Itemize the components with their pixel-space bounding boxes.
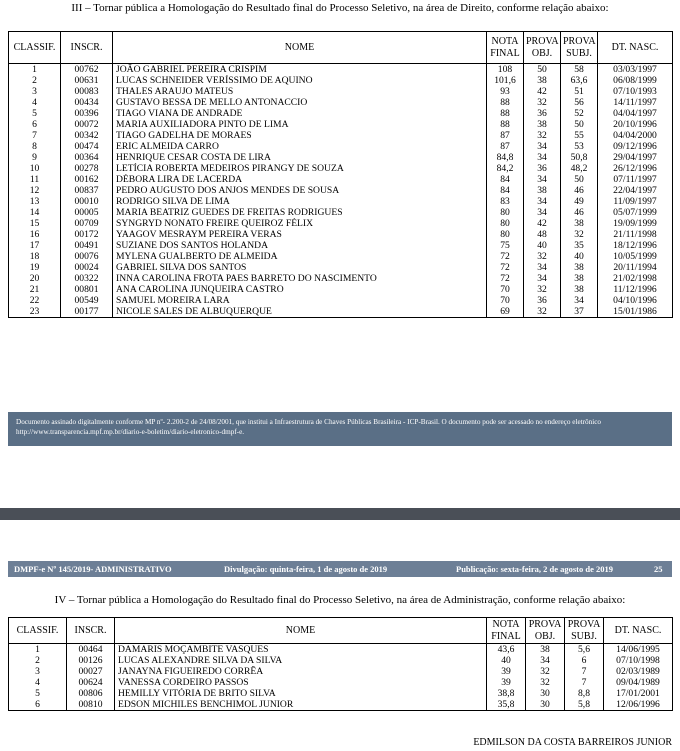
- cell-nota-final: 84,8: [487, 152, 524, 163]
- cell-inscr: 00126: [67, 655, 115, 666]
- cell-classif: 9: [9, 152, 61, 163]
- results-table-direito: [8, 31, 673, 318]
- table-row: [9, 196, 673, 207]
- cell-dt-nasc: 07/11/1997: [598, 174, 673, 185]
- cell-classif: 4: [9, 677, 67, 688]
- cell-prova-subj: 46: [561, 207, 598, 218]
- cell-classif: 11: [9, 174, 61, 185]
- table-row: [9, 295, 673, 306]
- table-row: [9, 174, 673, 185]
- cell-prova-subj: 48,2: [561, 163, 598, 174]
- cell-nome: EDSON MICHILES BENCHIMOL JUNIOR: [115, 699, 487, 711]
- cell-nome: GABRIEL SILVA DOS SANTOS: [113, 262, 487, 273]
- cell-nota-final: 70: [487, 295, 524, 306]
- cell-prova-obj: 38: [524, 185, 561, 196]
- header-nota-final: NOTA FINAL: [487, 618, 526, 644]
- cell-nota-final: 38,8: [487, 688, 526, 699]
- cell-prova-subj: 56: [561, 97, 598, 108]
- section-title-admin: IV – Tornar pública a Homologação do Resultado final do Processo Seletivo, na área de Administração, conforme relação abaixo:: [54, 594, 626, 606]
- table-row: [9, 666, 673, 677]
- cell-nome: LUCAS ALEXANDRE SILVA DA SILVA: [115, 655, 487, 666]
- table-row: [9, 75, 673, 86]
- table-row: [9, 262, 673, 273]
- table-row: [9, 163, 673, 174]
- cell-prova-obj: 32: [526, 677, 565, 688]
- cell-prova-subj: 50,8: [561, 152, 598, 163]
- cell-prova-obj: 36: [524, 163, 561, 174]
- cell-nome: INNA CAROLINA FROTA PAES BARRETO DO NASCIMENTO: [113, 273, 487, 284]
- cell-nome: MARIA AUXILIADORA PINTO DE LIMA: [113, 119, 487, 130]
- cell-prova-subj: 38: [561, 273, 598, 284]
- cell-prova-obj: 48: [524, 229, 561, 240]
- table-row: [9, 207, 673, 218]
- signatory-name: EDMILSON DA COSTA BARREIROS JUNIOR: [473, 737, 672, 748]
- cell-prova-obj: 34: [524, 141, 561, 152]
- cell-inscr: 00810: [67, 699, 115, 711]
- cell-nota-final: 88: [487, 97, 524, 108]
- cell-nome: GUSTAVO BESSA DE MELLO ANTONACCIO: [113, 97, 487, 108]
- cell-classif: 16: [9, 229, 61, 240]
- cell-prova-subj: 50: [561, 119, 598, 130]
- cell-nome: HEMILLY VITÓRIA DE BRITO SILVA: [115, 688, 487, 699]
- table-row: [9, 152, 673, 163]
- cell-nota-final: 84: [487, 174, 524, 185]
- cell-prova-obj: 42: [524, 86, 561, 97]
- cell-nota-final: 87: [487, 130, 524, 141]
- cell-prova-obj: 34: [524, 152, 561, 163]
- cell-dt-nasc: 09/04/1989: [604, 677, 673, 688]
- cell-nome: RODRIGO SILVA DE LIMA: [113, 196, 487, 207]
- cell-inscr: 00072: [61, 119, 113, 130]
- cell-prova-obj: 30: [526, 688, 565, 699]
- cell-inscr: 00076: [61, 251, 113, 262]
- cell-inscr: 00162: [61, 174, 113, 185]
- cell-dt-nasc: 02/03/1989: [604, 666, 673, 677]
- cell-prova-obj: 34: [524, 174, 561, 185]
- cell-nome: NICOLE SALES DE ALBUQUERQUE: [113, 306, 487, 318]
- cell-dt-nasc: 09/12/1996: [598, 141, 673, 152]
- cell-prova-subj: 55: [561, 130, 598, 141]
- cell-dt-nasc: 21/02/1998: [598, 273, 673, 284]
- header-nome: NOME: [115, 618, 487, 644]
- cell-prova-obj: 34: [524, 262, 561, 273]
- cell-nota-final: 40: [487, 655, 526, 666]
- cell-nota-final: 83: [487, 196, 524, 207]
- cell-nota-final: 72: [487, 251, 524, 262]
- publicacao-label: Publicação: sexta-feira, 2 de agosto de 2019: [456, 564, 613, 574]
- cell-classif: 5: [9, 688, 67, 699]
- cell-classif: 17: [9, 240, 61, 251]
- cell-classif: 23: [9, 306, 61, 318]
- cell-inscr: 00005: [61, 207, 113, 218]
- cell-dt-nasc: 29/04/1997: [598, 152, 673, 163]
- cell-prova-subj: 32: [561, 229, 598, 240]
- cell-dt-nasc: 11/09/1997: [598, 196, 673, 207]
- header-classif: CLASSIF.: [9, 618, 67, 644]
- cell-inscr: 00464: [67, 644, 115, 656]
- table-row: [9, 240, 673, 251]
- cell-prova-obj: 38: [524, 119, 561, 130]
- cell-dt-nasc: 12/06/1996: [604, 699, 673, 711]
- results-table-admin: [8, 617, 673, 711]
- cell-nome: SYNGRYD NONATO FREIRE QUEIROZ FÉLIX: [113, 218, 487, 229]
- cell-nome: LETÍCIA ROBERTA MEDEIROS PIRANGY DE SOUZA: [113, 163, 487, 174]
- cell-nome: HENRIQUE CESAR COSTA DE LIRA: [113, 152, 487, 163]
- table-row: [9, 699, 673, 711]
- header-prova-subj: PROVA SUBJ.: [561, 32, 598, 64]
- cell-prova-obj: 34: [524, 196, 561, 207]
- cell-classif: 5: [9, 108, 61, 119]
- cell-inscr: 00806: [67, 688, 115, 699]
- cell-classif: 12: [9, 185, 61, 196]
- header-inscr: INSCR.: [61, 32, 113, 64]
- section-title-direito: III – Tornar pública a Homologação do Resultado final do Processo Seletivo, na área de Direito, conforme relação abaixo:: [71, 2, 609, 14]
- cell-prova-obj: 38: [526, 644, 565, 656]
- cell-classif: 6: [9, 699, 67, 711]
- table-row: [9, 108, 673, 119]
- header-nota-final: NOTA FINAL: [487, 32, 524, 64]
- cell-inscr: 00474: [61, 141, 113, 152]
- divulgacao-label: Divulgação: quinta-feira, 1 de agosto de 2019: [224, 564, 388, 574]
- cell-nome: THALES ARAUJO MATEUS: [113, 86, 487, 97]
- cell-prova-subj: 8,8: [565, 688, 604, 699]
- header-dt-nasc: DT. NASC.: [598, 32, 673, 64]
- cell-dt-nasc: 15/01/1986: [598, 306, 673, 318]
- digital-signature-banner: [8, 412, 672, 446]
- cell-nota-final: 72: [487, 262, 524, 273]
- table-row: [9, 97, 673, 108]
- cell-nota-final: 88: [487, 108, 524, 119]
- table-row: [9, 130, 673, 141]
- cell-nome: PEDRO AUGUSTO DOS ANJOS MENDES DE SOUSA: [113, 185, 487, 196]
- cell-classif: 18: [9, 251, 61, 262]
- cell-dt-nasc: 17/01/2001: [604, 688, 673, 699]
- cell-nota-final: 35,8: [487, 699, 526, 711]
- table-row: [9, 688, 673, 699]
- cell-nome: VANESSA CORDEIRO PASSOS: [115, 677, 487, 688]
- cell-nota-final: 80: [487, 229, 524, 240]
- cell-prova-subj: 6: [565, 655, 604, 666]
- cell-nota-final: 101,6: [487, 75, 524, 86]
- cell-prova-subj: 50: [561, 174, 598, 185]
- cell-inscr: 00342: [61, 130, 113, 141]
- cell-nota-final: 80: [487, 218, 524, 229]
- banner-text: Documento assinado digitalmente conforme MP nº- 2.200-2 de 24/08/2001, que institui a Infraestrutura de Chaves Públicas Brasileira - ICP-Brasil. O documento pode ser acessado no endereço eletrônico http://www.transparencia.mpf.mp.br/diario-e-boletim/diario-eletronico-dmpf-e.: [16, 418, 601, 436]
- cell-dt-nasc: 11/12/1996: [598, 284, 673, 295]
- cell-nota-final: 88: [487, 119, 524, 130]
- cell-prova-obj: 40: [524, 240, 561, 251]
- cell-prova-obj: 42: [524, 218, 561, 229]
- edition-label: DMPF-e Nº 145/2019- ADMINISTRATIVO: [14, 564, 172, 574]
- cell-inscr: 00709: [61, 218, 113, 229]
- cell-classif: 10: [9, 163, 61, 174]
- cell-classif: 8: [9, 141, 61, 152]
- cell-classif: 14: [9, 207, 61, 218]
- cell-dt-nasc: 18/12/1996: [598, 240, 673, 251]
- cell-prova-subj: 40: [561, 251, 598, 262]
- cell-prova-subj: 53: [561, 141, 598, 152]
- table-row: [9, 306, 673, 318]
- cell-nome: SUZIANE DOS SANTOS HOLANDA: [113, 240, 487, 251]
- cell-nome: ERIC ALMEIDA CARRO: [113, 141, 487, 152]
- cell-classif: 15: [9, 218, 61, 229]
- table-row: [9, 141, 673, 152]
- cell-prova-obj: 34: [524, 273, 561, 284]
- cell-nota-final: 70: [487, 284, 524, 295]
- cell-nota-final: 93: [487, 86, 524, 97]
- cell-nome: DAMARIS MOÇAMBITE VASQUES: [115, 644, 487, 656]
- cell-prova-obj: 34: [524, 207, 561, 218]
- cell-inscr: 00172: [61, 229, 113, 240]
- cell-inscr: 00801: [61, 284, 113, 295]
- cell-prova-subj: 38: [561, 218, 598, 229]
- cell-prova-subj: 5,6: [565, 644, 604, 656]
- cell-nome: TIAGO VIANA DE ANDRADE: [113, 108, 487, 119]
- cell-nota-final: 43,6: [487, 644, 526, 656]
- cell-dt-nasc: 04/04/1997: [598, 108, 673, 119]
- cell-inscr: 00631: [61, 75, 113, 86]
- cell-prova-obj: 32: [524, 130, 561, 141]
- cell-inscr: 00322: [61, 273, 113, 284]
- cell-prova-subj: 46: [561, 185, 598, 196]
- header-prova-subj: PROVA SUBJ.: [565, 618, 604, 644]
- page-number: 25: [654, 564, 663, 574]
- cell-nota-final: 84: [487, 185, 524, 196]
- cell-dt-nasc: 21/11/1998: [598, 229, 673, 240]
- cell-nome: ANA CAROLINA JUNQUEIRA CASTRO: [113, 284, 487, 295]
- cell-nota-final: 39: [487, 677, 526, 688]
- cell-inscr: 00177: [61, 306, 113, 318]
- cell-nota-final: 75: [487, 240, 524, 251]
- cell-prova-subj: 58: [561, 64, 598, 76]
- cell-prova-obj: 32: [524, 97, 561, 108]
- table-row: [9, 229, 673, 240]
- table-row: [9, 284, 673, 295]
- table-row: [9, 677, 673, 688]
- cell-prova-subj: 52: [561, 108, 598, 119]
- cell-inscr: 00278: [61, 163, 113, 174]
- cell-prova-obj: 32: [524, 284, 561, 295]
- cell-dt-nasc: 06/08/1999: [598, 75, 673, 86]
- table-row: [9, 185, 673, 196]
- header-nome: NOME: [113, 32, 487, 64]
- header-prova-obj: PROVA OBJ.: [526, 618, 565, 644]
- cell-classif: 2: [9, 75, 61, 86]
- table-row: [9, 64, 673, 76]
- cell-inscr: 00491: [61, 240, 113, 251]
- cell-classif: 21: [9, 284, 61, 295]
- header-dt-nasc: DT. NASC.: [604, 618, 673, 644]
- cell-nome: DÉBORA LIRA DE LACERDA: [113, 174, 487, 185]
- cell-dt-nasc: 22/04/1997: [598, 185, 673, 196]
- cell-nota-final: 72: [487, 273, 524, 284]
- cell-nota-final: 69: [487, 306, 524, 318]
- cell-inscr: 00027: [67, 666, 115, 677]
- table-row: [9, 251, 673, 262]
- cell-prova-obj: 38: [524, 75, 561, 86]
- cell-nota-final: 84,2: [487, 163, 524, 174]
- table-row: [9, 644, 673, 656]
- cell-dt-nasc: 19/09/1999: [598, 218, 673, 229]
- cell-prova-subj: 38: [561, 262, 598, 273]
- cell-prova-subj: 35: [561, 240, 598, 251]
- cell-dt-nasc: 04/10/1996: [598, 295, 673, 306]
- cell-dt-nasc: 10/05/1999: [598, 251, 673, 262]
- cell-nota-final: 80: [487, 207, 524, 218]
- table-row: [9, 655, 673, 666]
- cell-classif: 1: [9, 64, 61, 76]
- page-header-strip: [8, 561, 672, 577]
- cell-inscr: 00624: [67, 677, 115, 688]
- table-row: [9, 86, 673, 97]
- cell-classif: 6: [9, 119, 61, 130]
- cell-dt-nasc: 03/03/1997: [598, 64, 673, 76]
- cell-nota-final: 39: [487, 666, 526, 677]
- table-row: [9, 273, 673, 284]
- cell-inscr: 00762: [61, 64, 113, 76]
- cell-nome: LUCAS SCHNEIDER VERÍSSIMO DE AQUINO: [113, 75, 487, 86]
- cell-dt-nasc: 20/10/1996: [598, 119, 673, 130]
- cell-classif: 22: [9, 295, 61, 306]
- cell-prova-subj: 49: [561, 196, 598, 207]
- cell-prova-subj: 34: [561, 295, 598, 306]
- cell-nome: JOÃO GABRIEL PEREIRA CRISPIM: [113, 64, 487, 76]
- cell-prova-obj: 34: [526, 655, 565, 666]
- cell-dt-nasc: 04/04/2000: [598, 130, 673, 141]
- cell-prova-subj: 38: [561, 284, 598, 295]
- cell-dt-nasc: 26/12/1996: [598, 163, 673, 174]
- header-classif: CLASSIF.: [9, 32, 61, 64]
- cell-nota-final: 87: [487, 141, 524, 152]
- page-separator: [0, 508, 680, 520]
- cell-nome: MYLENA GUALBERTO DE ALMEIDA: [113, 251, 487, 262]
- cell-prova-obj: 32: [524, 306, 561, 318]
- cell-classif: 3: [9, 86, 61, 97]
- cell-classif: 19: [9, 262, 61, 273]
- cell-dt-nasc: 07/10/1993: [598, 86, 673, 97]
- cell-inscr: 00549: [61, 295, 113, 306]
- cell-dt-nasc: 20/11/1994: [598, 262, 673, 273]
- cell-nome: SAMUEL MOREIRA LARA: [113, 295, 487, 306]
- cell-classif: 7: [9, 130, 61, 141]
- table-row: [9, 218, 673, 229]
- cell-dt-nasc: 14/06/1995: [604, 644, 673, 656]
- cell-nome: JANAYNA FIGUEIREDO CORRÊA: [115, 666, 487, 677]
- cell-classif: 20: [9, 273, 61, 284]
- cell-nota-final: 108: [487, 64, 524, 76]
- cell-inscr: 00364: [61, 152, 113, 163]
- cell-inscr: 00083: [61, 86, 113, 97]
- header-inscr: INSCR.: [67, 618, 115, 644]
- cell-prova-subj: 7: [565, 666, 604, 677]
- cell-prova-subj: 7: [565, 677, 604, 688]
- table-row: [9, 119, 673, 130]
- cell-prova-subj: 37: [561, 306, 598, 318]
- cell-prova-subj: 51: [561, 86, 598, 97]
- cell-nome: YAAGOV MESRAYM PEREIRA VERAS: [113, 229, 487, 240]
- cell-inscr: 00434: [61, 97, 113, 108]
- cell-inscr: 00024: [61, 262, 113, 273]
- cell-prova-obj: 36: [524, 108, 561, 119]
- cell-classif: 2: [9, 655, 67, 666]
- cell-nome: TIAGO GADELHA DE MORAES: [113, 130, 487, 141]
- cell-prova-obj: 32: [526, 666, 565, 677]
- cell-prova-obj: 30: [526, 699, 565, 711]
- cell-classif: 1: [9, 644, 67, 656]
- cell-dt-nasc: 07/10/1998: [604, 655, 673, 666]
- cell-inscr: 00396: [61, 108, 113, 119]
- cell-dt-nasc: 14/11/1997: [598, 97, 673, 108]
- cell-nome: MARIA BEATRIZ GUEDES DE FREITAS RODRIGUES: [113, 207, 487, 218]
- cell-classif: 4: [9, 97, 61, 108]
- cell-prova-subj: 63,6: [561, 75, 598, 86]
- cell-classif: 3: [9, 666, 67, 677]
- cell-prova-subj: 5,8: [565, 699, 604, 711]
- cell-prova-obj: 36: [524, 295, 561, 306]
- cell-dt-nasc: 05/07/1999: [598, 207, 673, 218]
- cell-inscr: 00010: [61, 196, 113, 207]
- cell-classif: 13: [9, 196, 61, 207]
- cell-prova-obj: 32: [524, 251, 561, 262]
- cell-inscr: 00837: [61, 185, 113, 196]
- cell-prova-obj: 50: [524, 64, 561, 76]
- header-prova-obj: PROVA OBJ.: [524, 32, 561, 64]
